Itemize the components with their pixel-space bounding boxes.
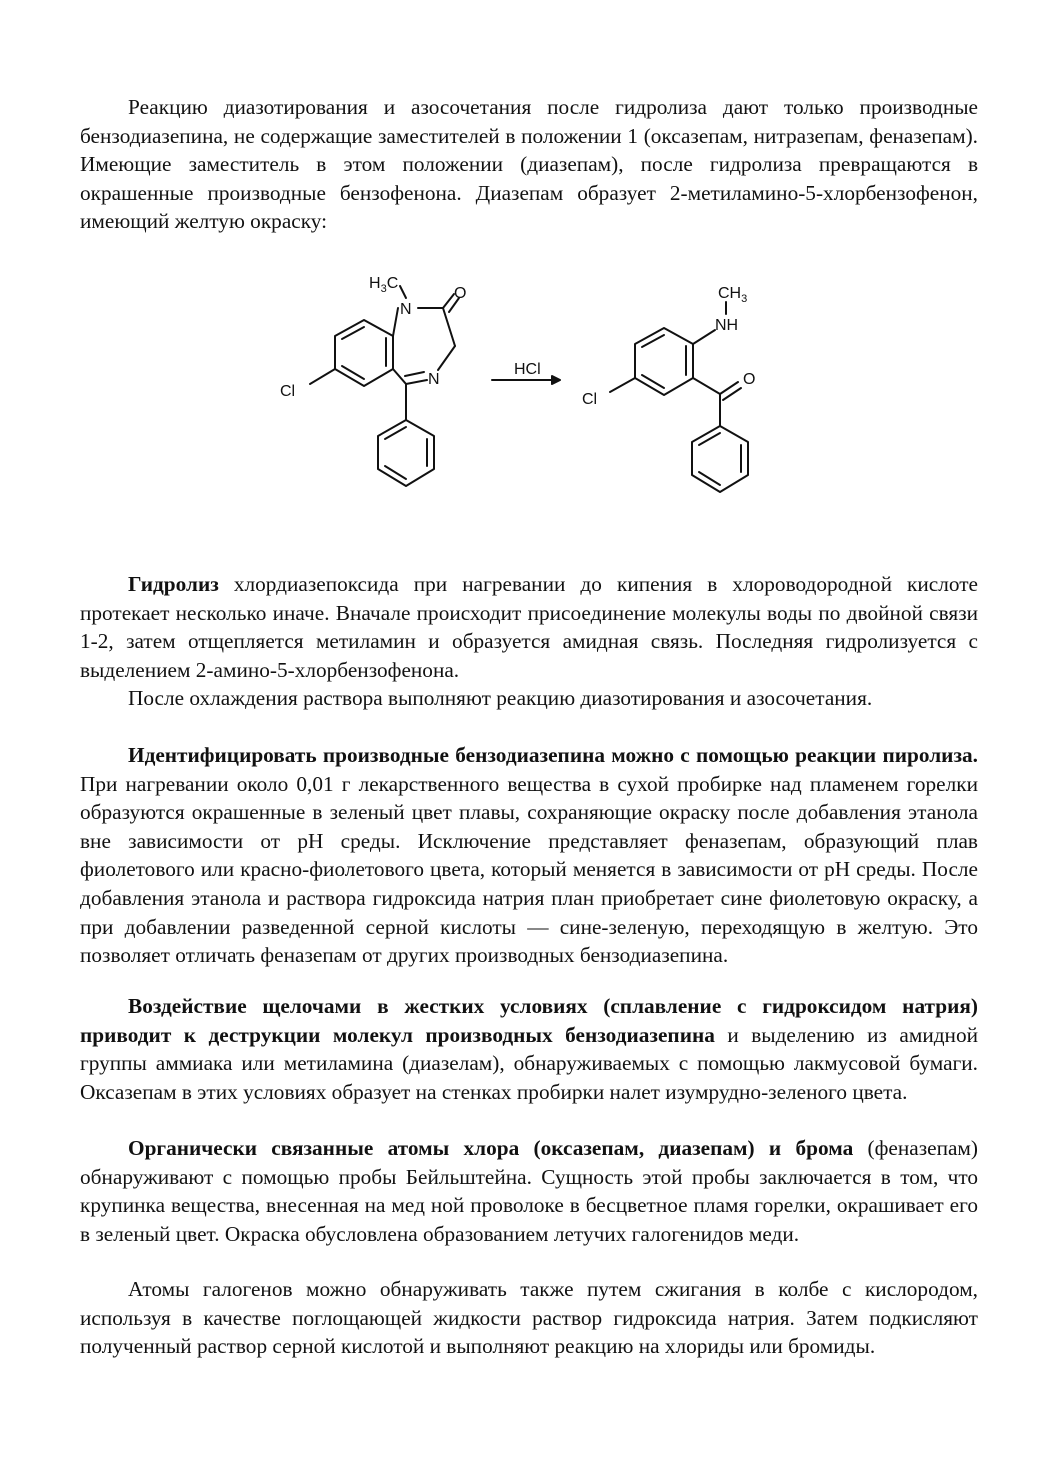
reactant-n1-label: N [400,301,412,318]
paragraph-hydrolysis-bold: Гидролиз [128,572,219,596]
paragraph-pyrolysis [80,741,978,970]
paragraph-cooling: После охлаждения раствора выполняют реакцию диазотирования и азосочетания. [128,686,873,710]
product-methyl-label: $CH_3$ [718,285,748,305]
product-benzene-ring [635,328,693,395]
reaction-scheme-svg [260,268,780,516]
paragraph-halogen-combustion: Атомы галогенов можно обнаруживать также путем сжигания в колбе с кислородом, используя в качестве поглощающей жидкости раствор гидроксида натрия. Затем подкисляют полученный раствор серной кислотой и выполняют реакцию на хлориды или бромиды. [80,1277,978,1359]
reactant-cl-label: Cl [280,383,296,400]
reactant-phenyl-ring [378,420,434,486]
reactant-diazepine-ring [393,308,455,384]
product-phenyl-ring [692,426,748,492]
paragraph-pyrolysis-text: При нагревании около 0,01 г лекарственного вещества в сухой пробирке над пламенем горелки образуются окрашенные в зеленый цвет плавы, сохраняющие окраску после добавления этанола вне зависимости от pH среды. Исключение представляет феназепам, образующий плав фиолетового или красно-фиолетового цвета, который меняется в зависимости от pH среды. После добавления этанола и раствора гидроксида натрия план приобретает сине фиолетовую окраску, а при добавлении разведенной серной кислоты — сине-зеленую, переходящую в желтую. Это позволяет отличать феназепам от других производных бензодиазепина. [80,771,978,968]
paragraph-beilstein [80,1134,978,1248]
paragraph-hydrolysis [80,570,978,684]
reactant-methyl-label: $H_3C$ [369,275,399,295]
reactant-carbonyl-o-label: O [454,285,467,302]
paragraph-pyrolysis-bold: Идентифицировать производные бензодиазепина можно с помощью реакции пиролиза. [128,743,978,767]
product-ketone-o-label: O [743,371,756,388]
reagent-label: HCl [514,361,541,378]
paragraph-hydrolysis-text: хлордиазепоксида при нагревании до кипения в хлороводородной кислоте протекает несколько иначе. Вначале происходит присоединение молекулы воды по двойной связи 1-2, затем отщепляется метиламин и образуется амидная связь. Последняя гидролизуется с выделением 2-амино-5-хлорбензофенона. [80,572,978,682]
reactant-benzene-ring [335,320,393,386]
paragraph-alkali-bold: Воздействие щелочами в жестких условиях (сплавление с гидроксидом натрия) приводит к деструкции молекул производных бензодиазепина [80,994,978,1047]
paragraph-diazotization: Реакцию диазотирования и азосочетания после гидролиза дают только производные бензодиазепина, не содержащие заместителей в положении 1 (оксазепам, нитразепам, феназепам). Имеющие заместитель в этом положении (диазепам), после гидролиза превращаются в окрашенные производные бензофенона. Диазепам образует 2-метиламино-5-хлорбензофенон, имеющий желтую окраску: [80,95,978,234]
paragraph-beilstein-bold: Органически связанные атомы хлора (оксазепам, диазепам) и брома [128,1136,854,1160]
paragraph-alkali-text: и выделению из амидной группы аммиака или метиламина (диазелам), обнаруживаемых с помощью лакмусовой бумаги. Оксазепам в этих условиях образует на стенках пробирки налет изумрудно-зеленого цвета. [80,1022,978,1104]
paragraph-alkali [80,992,978,1106]
reactant-n4-label: N [428,371,440,388]
reaction-scheme [260,268,780,516]
product-nh-label: NH [715,317,739,334]
paragraph-beilstein-text: (феназепам) обнаруживают с помощью пробы Бейльштейна. Сущность этой пробы заключается в том, что крупинка вещества, внесенная на мед ной проволоке в бесцветное пламя горелки, окрашивает его в зеленый цвет. Окраска обусловлена образованием летучих галогенидов меди. [80,1136,978,1246]
product-cl-label: Cl [582,391,598,408]
